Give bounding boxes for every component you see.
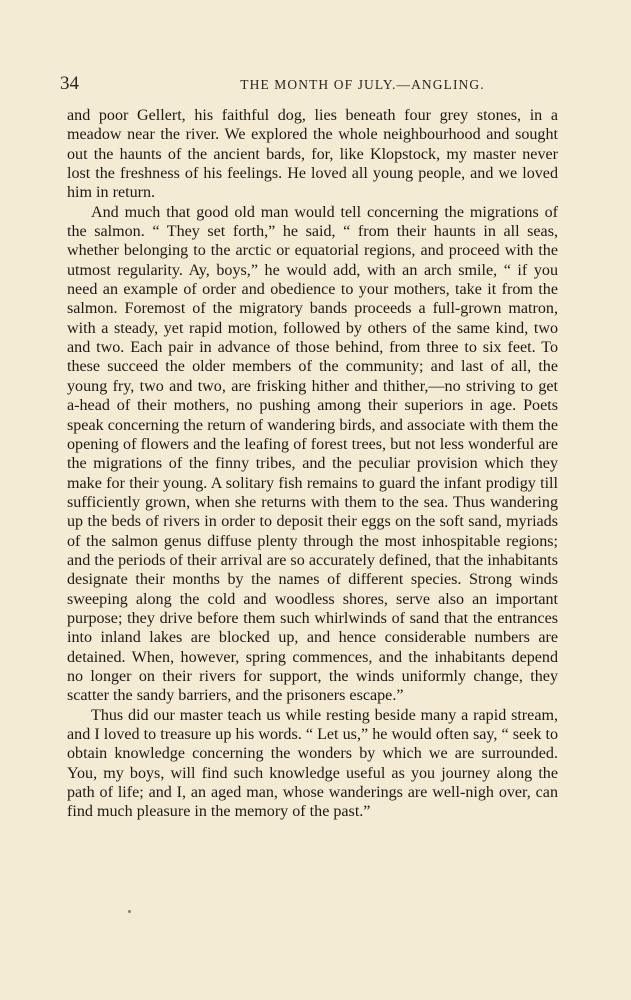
paragraph-2: And much that good old man would tell concerning the migrations of the salmon. “ They set forth,” he said, “ from their haunts in all seas, whether belonging to the arctic or equatorial regions, and proceed with the utmost regularity. Ay, boys,” he would add, with an arch smile, “ if you need an example of order and obedience to your mothers, take it from the salmon. Foremost of the migratory bands proceeds a full-grown matron, with a steady, yet rapid motion, followed by others of the same kind, two and two. Each pair in advance of those behind, from three to six feet. To these succeed the older members of the community; and last of all, the young fry, two and two, are frisking hither and thither,—no striving to get a-head of their mothers, no pushing among their superiors in age. Poets speak concerning the return of wandering birds, and associate with them the opening of flowers and the leafing of forest trees, but not less wonderful are the migrations of the finny tribes, and the peculiar provision which they make for their young. A solitary fish remains to guard the infant prodigy till sufficiently grown, when she returns with them to the sea. Thus wandering up the beds of rivers in order to deposit their eggs on the soft sand, myriads of the salmon genus diffuse plenty through the most inhospitable regions; and the periods of their arrival are so accurately defined, that the inhabitants designate their months by the names of different species. Strong winds sweeping along the cold and woodless shores, serve also an important purpose; they drive before them such whirlwinds of sand that the entrances into inland lakes are blocked up, and hence considerable numbers are detained. When, however, spring commences, and the inhabitants depend no longer on their rivers for support, the winds uniformly change, they scatter the sandy barriers, and the prisoners escape.” — [67, 203, 558, 705]
running-title: THE MONTH OF JULY.—ANGLING. — [240, 77, 485, 92]
paragraph-3: Thus did our master teach us while resting beside many a rapid stream, and I loved to treasure up his words. “ Let us,” he would often say, “ seek to obtain knowledge concerning the wonders by which we are surrounded. You, my boys, will find such knowledge useful as you journey along the path of life; and I, an aged man, whose wanderings are well-nigh over, can find much pleasure in the memory of the past.” — [67, 706, 558, 821]
paragraph-1: and poor Gellert, his faithful dog, lies beneath four grey stones, in a meadow near the river. We explored the whole neighbourhood and sought out the haunts of the ancient bards, for, like Klopstock, my master never lost the freshness of his feelings. He loved all young people, and we loved him in return. — [67, 107, 558, 202]
ink-speck — [128, 910, 131, 913]
page-number: 34 — [60, 73, 79, 94]
body-text — [67, 106, 558, 822]
running-head — [60, 72, 575, 96]
